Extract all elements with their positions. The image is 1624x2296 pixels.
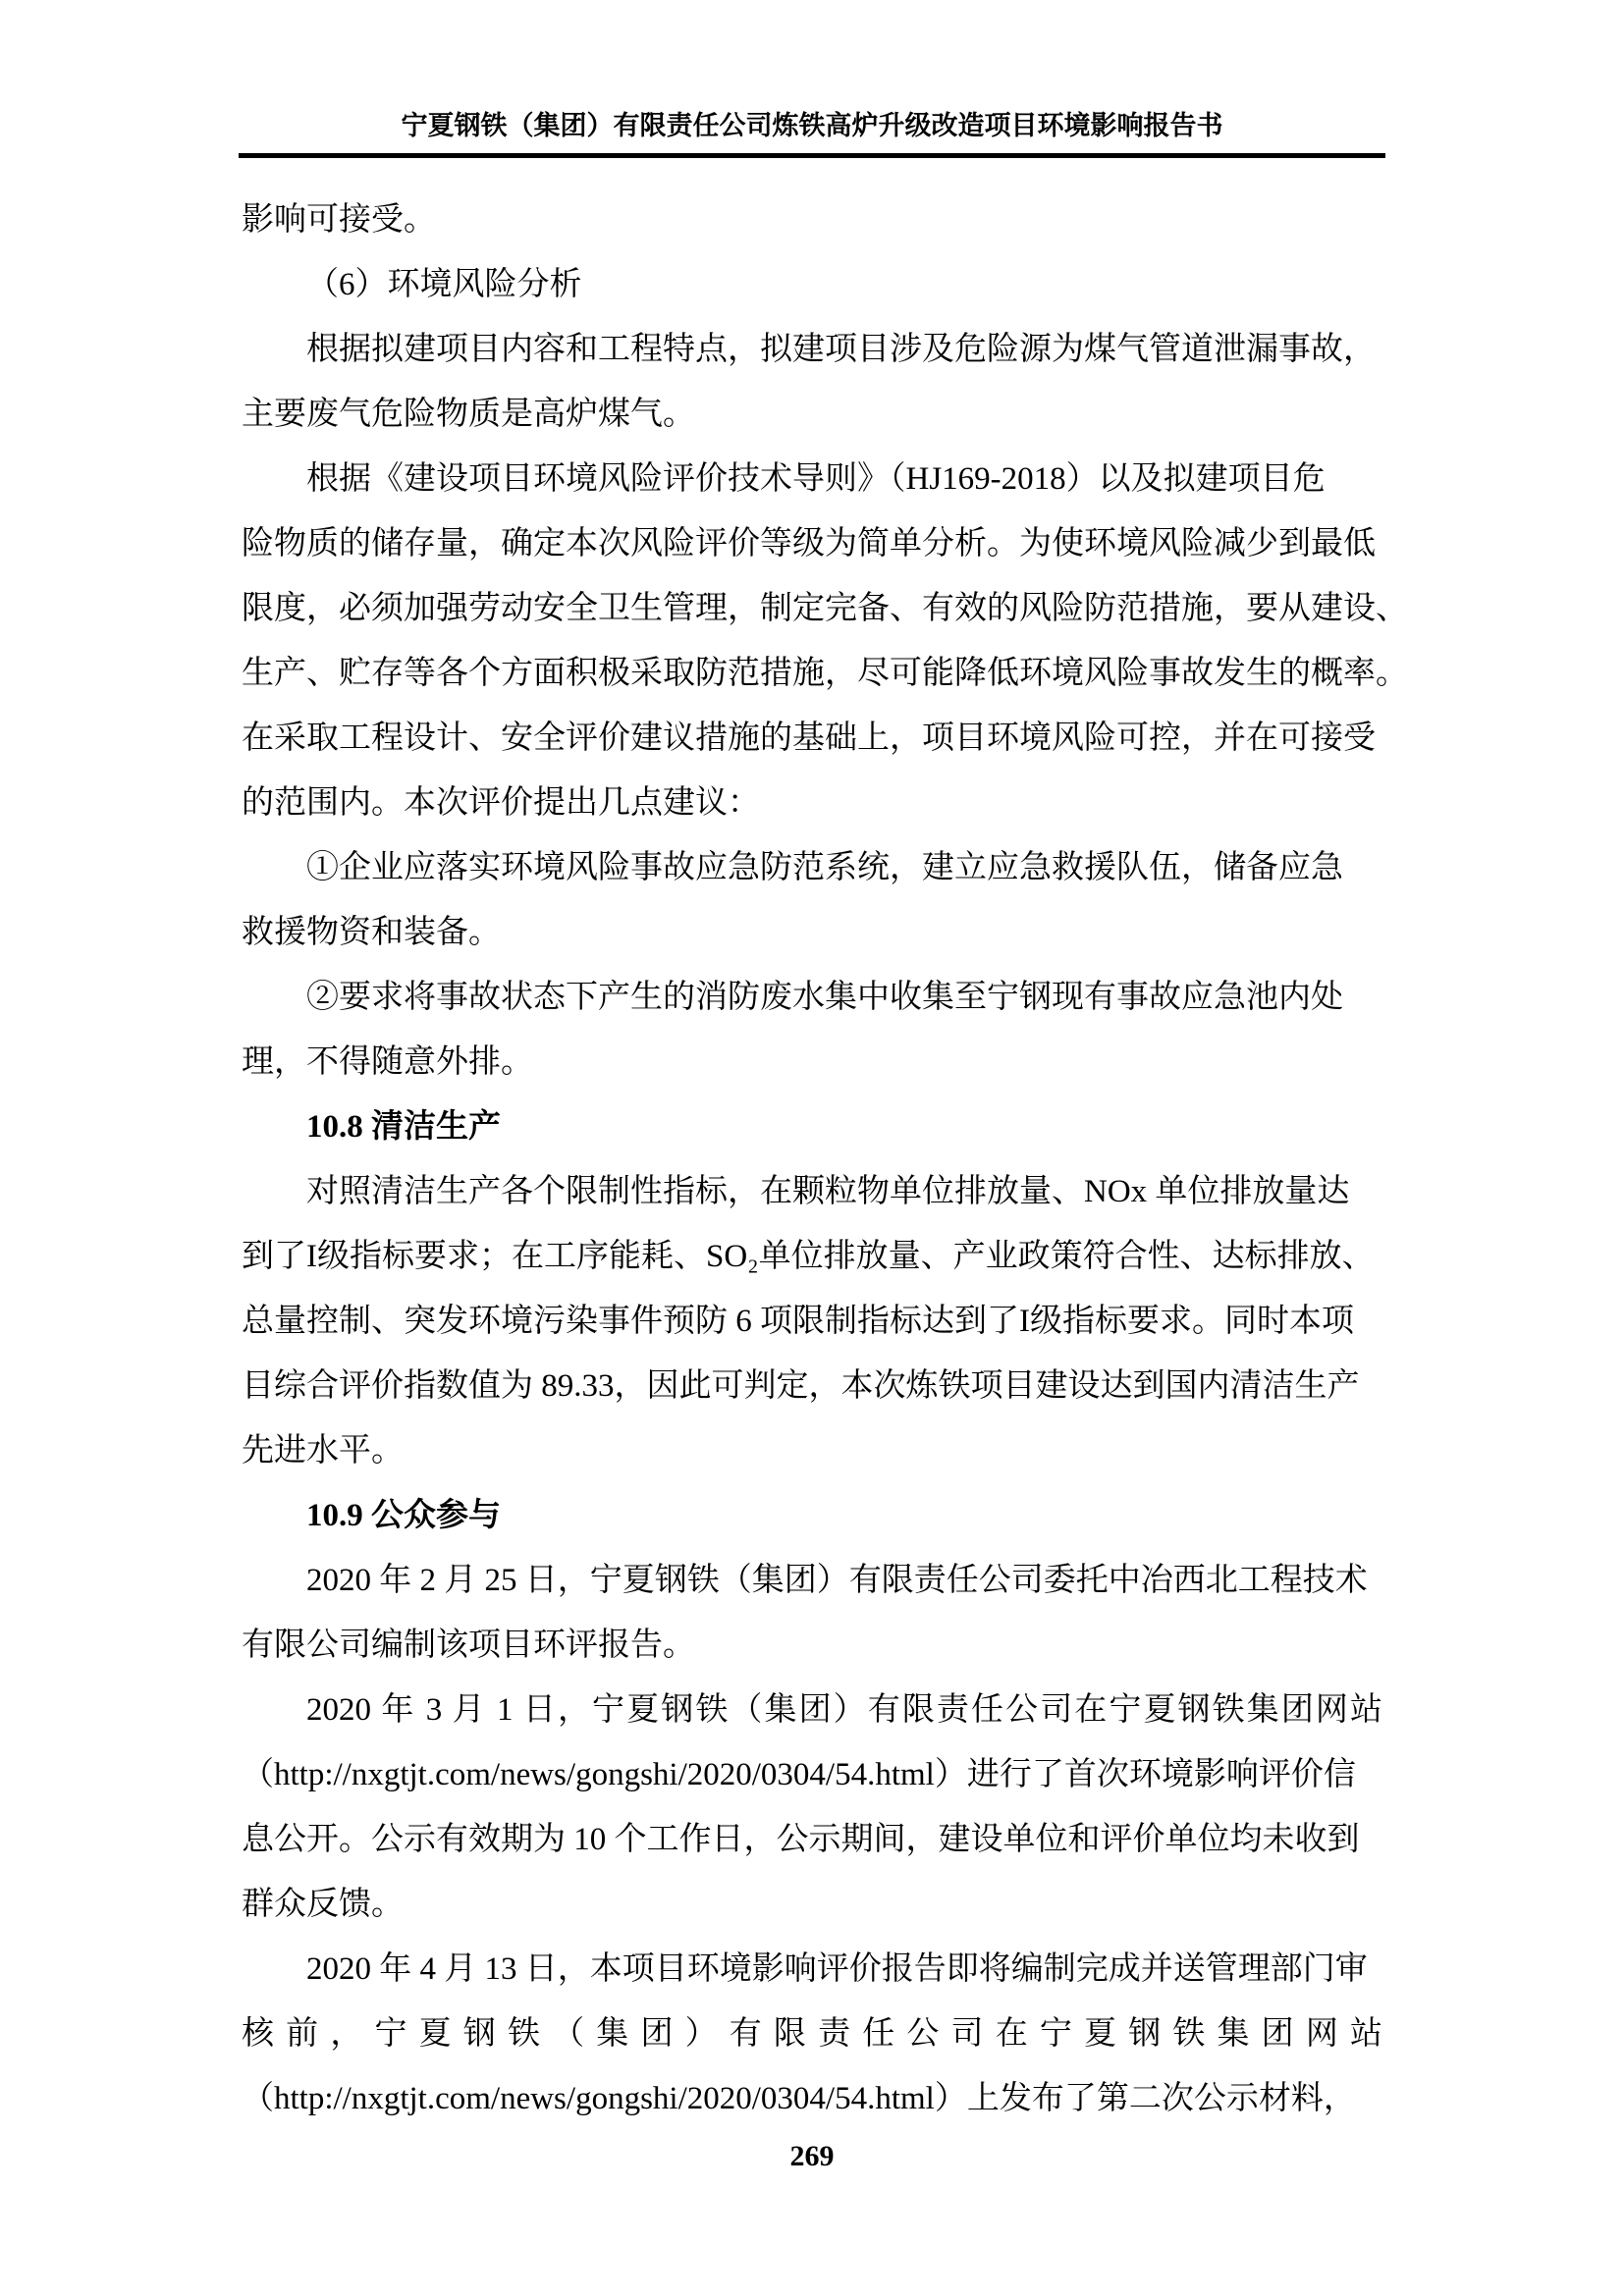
paragraph-line: 2020 年 2 月 25 日，宁夏钢铁（集团）有限责任公司委托中冶西北工程技术 (306, 1563, 1368, 1598)
paragraph-line: 限度，必须加强劳动安全卫生管理，制定完备、有效的风险防范措施，要从建设、 (242, 591, 1408, 626)
paragraph-line: 理，不得随意外排。 (242, 1044, 533, 1080)
paragraph-line: 群众反馈。 (242, 1887, 404, 1922)
paragraph-line: （http://nxgtjt.com/news/gongshi/2020/0304/54.html）上发布了第二次公示材料， (242, 2081, 1356, 2116)
paragraph-line: 先进水平。 (242, 1433, 404, 1468)
paragraph-line: 息公开。公示有效期为 10 个工作日，公示期间，建设单位和评价单位均未收到 (242, 1822, 1360, 1857)
paragraph-line: 目综合评价指数值为 89.33，因此可判定，本次炼铁项目建设达到国内清洁生产 (242, 1368, 1360, 1404)
paragraph-line: 险物质的储存量，确定本次风险评价等级为简单分析。为使环境风险减少到最低 (242, 526, 1376, 561)
paragraph-line: 总量控制、突发环境污染事件预防 6 项限制指标达到了I级指标要求。同时本项 (242, 1304, 1354, 1339)
paragraph-line: 根据《建设项目环境风险评价技术导则》（HJ169-2018）以及拟建项目危 (306, 461, 1326, 497)
paragraph-line: 根据拟建项目内容和工程特点，拟建项目涉及危险源为煤气管道泄漏事故， (306, 332, 1376, 367)
document-body (242, 187, 1408, 2131)
paragraph-line: 救援物资和装备。 (242, 915, 501, 950)
paragraph-line: ②要求将事故状态下产生的消防废水集中收集至宁钢现有事故应急池内处 (306, 980, 1343, 1015)
paragraph-line: （http://nxgtjt.com/news/gongshi/2020/0304/54.html）进行了首次环境影响评价信 (242, 1757, 1356, 1792)
paragraph-line: 2020 年 4 月 13 日，本项目环境影响评价报告即将编制完成并送管理部门审 (306, 1951, 1368, 1987)
paragraph-line: 到了I级指标要求；在工序能耗、SO₂单位排放量、产业政策符合性、达标排放、 (242, 1239, 1375, 1274)
paragraph-line: （6）环境风险分析 (306, 267, 582, 302)
page-header (0, 0, 1624, 158)
paragraph-line: 的范围内。本次评价提出几点建议： (242, 785, 760, 821)
paragraph-line: 有限公司编制该项目环评报告。 (242, 1628, 695, 1663)
paragraph-line: 对照清洁生产各个限制性指标，在颗粒物单位排放量、NOx 单位排放量达 (306, 1174, 1350, 1209)
paragraph-line: 10.9 公众参与 (306, 1498, 501, 1533)
paragraph-line: 主要废气危险物质是高炉煤气。 (242, 397, 695, 432)
paragraph-line: 核前，宁夏钢铁（集团）有限责任公司在宁夏钢铁集团网站 (242, 2016, 1382, 2052)
paragraph-line: ①企业应落实环境风险事故应急防范系统，建立应急救援队伍，储备应急 (306, 850, 1343, 885)
header-title: 宁夏钢铁（集团）有限责任公司炼铁高炉升级改造项目环境影响报告书 (401, 111, 1223, 140)
paragraph-line: 生产、贮存等各个方面积极采取防范措施，尽可能降低环境风险事故发生的概率。 (242, 656, 1408, 691)
paragraph-line: 10.8 清洁生产 (306, 1109, 501, 1145)
paragraph-line: 2020 年 3 月 1 日，宁夏钢铁（集团）有限责任公司在宁夏钢铁集团网站 (306, 1692, 1382, 1728)
paragraph-line: 在采取工程设计、安全评价建议措施的基础上，项目环境风险可控，并在可接受 (242, 721, 1376, 756)
paragraph-line: 影响可接受。 (242, 202, 436, 238)
header-rule (239, 153, 1385, 158)
page-number: 269 (789, 2140, 835, 2172)
